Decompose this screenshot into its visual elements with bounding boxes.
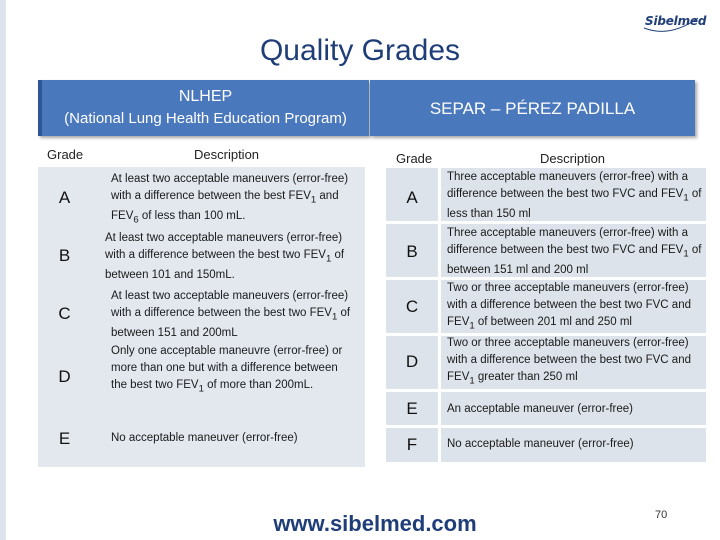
nlhep-description-d: Only one acceptable maneuvre (error-free) or more than one but with a difference between the best two $FEV_1$ of more than 200mL.	[111, 345, 343, 395]
separ-grade-c: C	[405, 297, 419, 316]
nlhep-grade-d: D	[58, 367, 71, 386]
separ-grade-d: D	[405, 352, 419, 371]
nlhep-header	[38, 80, 369, 136]
separ-name: SEPAR – PÉREZ PADILLA	[429, 99, 636, 118]
separ-description-a: Three acceptable maneuvers (error-free) with a difference between the best two FVC and $FEV_1$ of less than 150 ml	[447, 171, 702, 221]
nlhep-grade-header: Grade	[47, 147, 84, 162]
nlhep-subtitle: (National Lung Health Education Program)	[64, 110, 347, 127]
logo-text: Sibelmed	[645, 14, 707, 28]
separ-grade-f: F	[406, 435, 418, 454]
nlhep-description-b: At least two acceptable maneuvers (error-free) with a difference between the best two $FEV_1$ of between 101 and 150mL.	[105, 232, 345, 282]
separ-description-d: Two or three acceptable maneuvers (error-free) with a difference between the best two FVC and $FEV_1$ greater than 250 ml	[447, 337, 691, 387]
separ-grade-header: Grade	[396, 151, 433, 166]
nlhep-description-header: Description	[194, 147, 260, 162]
nlhep-description-e: No acceptable maneuver (error-free)	[111, 432, 298, 444]
separ-description-b: Three acceptable maneuvers (error-free) with a difference between the best two FVC and $FEV_1$ of between 151 ml and 200 ml	[447, 227, 702, 277]
nlhep-description-c: At least two acceptable maneuvers (error-free) with a difference between the best two $FEV_1$ of between 151 and 200mL	[111, 290, 351, 340]
separ-grade-e: E	[406, 399, 418, 418]
separ-header	[370, 80, 695, 136]
page-title: Quality Grades	[259, 34, 461, 67]
separ-grade-b: B	[406, 242, 418, 261]
left-border	[0, 0, 6, 540]
nlhep-grade-b: B	[58, 246, 71, 265]
nlhep-grade-c: C	[58, 304, 71, 323]
separ-description-e: An acceptable maneuver (error-free)	[447, 403, 633, 415]
separ-description-c: Two or three acceptable maneuvers (error-free) with a difference between the best two FVC and $FEV_1$ of between 201 ml and 250 ml	[447, 282, 691, 332]
nlhep-grade-a: A	[58, 188, 71, 207]
separ-description-header: Description	[540, 151, 606, 166]
separ-grade-a: A	[406, 188, 418, 207]
nlhep-name: NLHEP	[178, 88, 233, 105]
nlhep-grade-e: E	[58, 429, 71, 448]
nlhep-description-a: At least two acceptable maneuvers (error-free) with a difference between the best $FEV_1$ and $FEV_6$ of less than 100 mL.	[111, 173, 349, 226]
footer-url[interactable]: www.sibelmed.com	[273, 511, 477, 536]
separ-description-f: No acceptable maneuver (error-free)	[447, 438, 634, 450]
page-number: 70	[655, 509, 668, 521]
